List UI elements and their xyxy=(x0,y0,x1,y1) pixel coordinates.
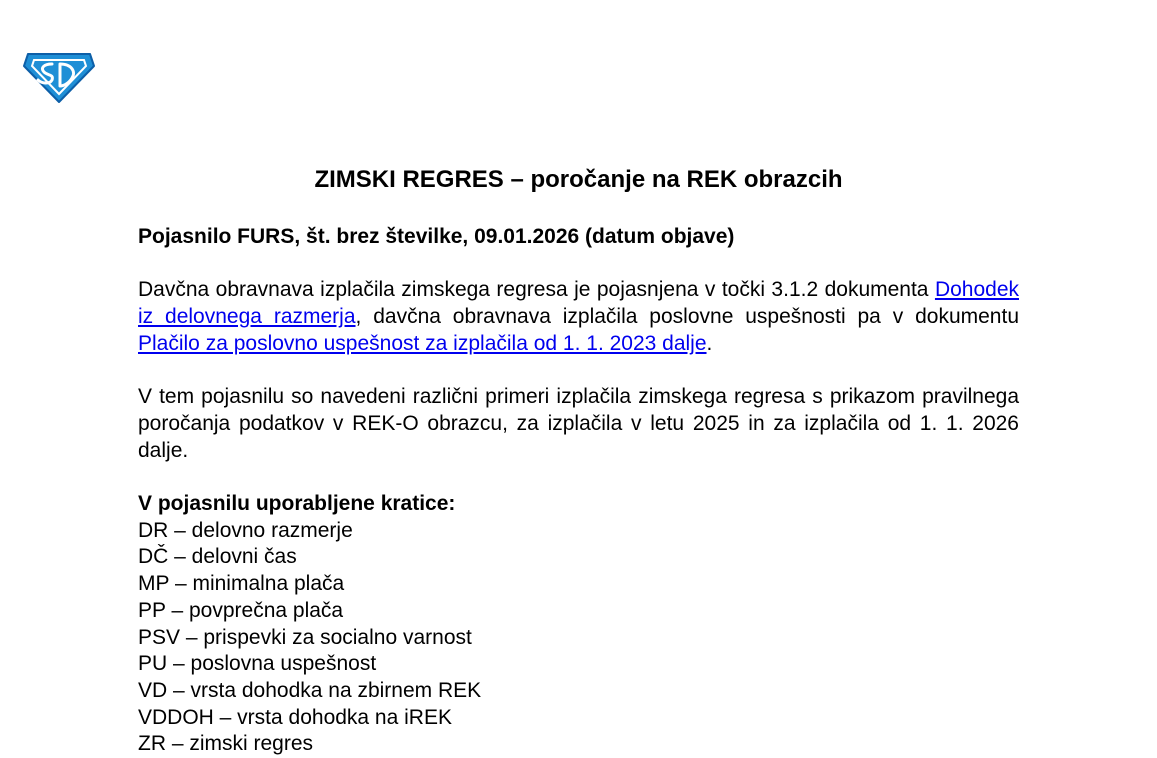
company-logo-icon xyxy=(22,48,96,104)
abbreviation-item: VDDOH – vrsta dohodka na iREK xyxy=(138,705,452,729)
link-dohodek-iz-delovnega-razmerja[interactable]: Dohodek iz delovnega razmerja xyxy=(138,278,1019,329)
abbreviation-item: VD – vrsta dohodka na zbirnem REK xyxy=(138,678,482,702)
abbreviation-item: PU – poslovna uspešnost xyxy=(138,652,377,676)
scope-paragraph: V tem pojasnilu so navedeni različni primeri izplačila zimskega regresa s prikazom pravilnega poročanja podatkov v REK-O obrazcu, za izplačila v letu 2025 in za izplačila od 1. 1. 2026 dalje. xyxy=(138,385,1019,462)
abbreviation-item: DR – delovno razmerje xyxy=(138,518,353,542)
abbreviation-item: PSV – prispevki za socialno varnost xyxy=(138,625,472,649)
intro-text-c: . xyxy=(706,331,713,355)
intro-text-b: , davčna obravnava izplačila poslovne uspešnosti pa v dokumentu xyxy=(355,305,1020,329)
document-subtitle: Pojasnilo FURS, št. brez številke, 09.01.2026 (datum objave) xyxy=(138,225,735,248)
link-placilo-za-poslovno-uspesnost[interactable]: Plačilo za poslovno uspešnost za izplačila od 1. 1. 2023 dalje xyxy=(138,331,707,355)
abbreviations-list xyxy=(138,518,1019,758)
abbreviation-item: PP – povprečna plača xyxy=(138,598,344,622)
document-body xyxy=(138,224,1019,758)
intro-paragraph xyxy=(138,277,1019,357)
abbreviation-item: MP – minimalna plača xyxy=(138,572,345,596)
abbreviations-heading: V pojasnilu uporabljene kratice: xyxy=(138,491,456,515)
abbreviation-item: DČ – delovni čas xyxy=(138,545,297,569)
abbreviation-item: ZR – zimski regres xyxy=(138,732,314,756)
intro-text-a: Davčna obravnava izplačila zimskega regresa je pojasnjena v točki 3.1.2 dokumenta xyxy=(138,278,935,302)
document-title: ZIMSKI REGRES – poročanje na REK obrazcih xyxy=(314,166,843,193)
